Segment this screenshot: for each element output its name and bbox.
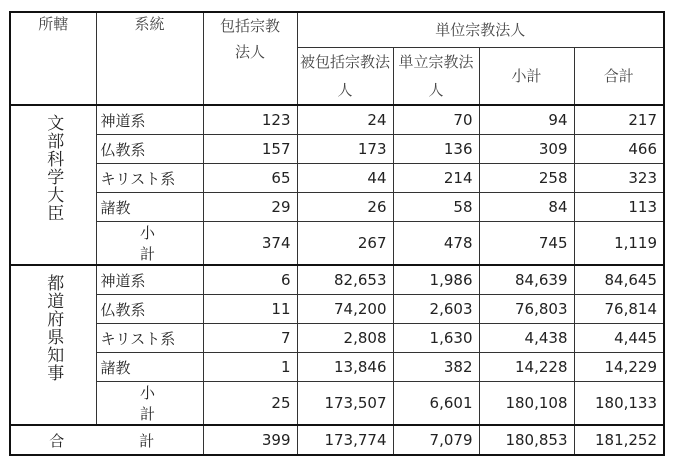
table-row-subtotal xyxy=(10,382,664,426)
lineage-cell: キリスト系 xyxy=(96,324,203,353)
comprehended-cell: 2,808 xyxy=(297,324,393,353)
independent-cell: 6,601 xyxy=(393,382,479,426)
comprehended-cell: 173,507 xyxy=(297,382,393,426)
header-lineage: 系統 xyxy=(96,12,203,105)
comprehensive-cell: 11 xyxy=(203,295,297,324)
lineage-cell: 仏教系 xyxy=(96,295,203,324)
total-cell: 76,814 xyxy=(574,295,664,324)
subtotal-cell: 309 xyxy=(479,135,574,164)
header-comprehended-text: 被包括宗教法人 xyxy=(300,53,391,99)
independent-cell: 58 xyxy=(393,193,479,222)
total-cell: 217 xyxy=(574,105,664,135)
independent-cell: 478 xyxy=(393,222,479,266)
total-cell: 180,133 xyxy=(574,382,664,426)
subtotal-label: 小 計 xyxy=(96,222,203,266)
subtotal-cell: 180,853 xyxy=(479,425,574,455)
comprehensive-cell: 157 xyxy=(203,135,297,164)
total-cell: 181,252 xyxy=(574,425,664,455)
comprehensive-cell: 399 xyxy=(203,425,297,455)
header-unit-group: 単位宗教法人 xyxy=(297,12,664,48)
table-row xyxy=(10,135,664,164)
table-row xyxy=(10,105,664,135)
lineage-cell: 神道系 xyxy=(96,265,203,295)
lineage-cell: 諸教 xyxy=(96,353,203,382)
header-comprehended xyxy=(297,48,393,106)
independent-cell: 382 xyxy=(393,353,479,382)
table-row xyxy=(10,193,664,222)
subtotal-cell: 94 xyxy=(479,105,574,135)
comprehensive-cell: 7 xyxy=(203,324,297,353)
independent-cell: 70 xyxy=(393,105,479,135)
subtotal-label: 小 計 xyxy=(96,382,203,426)
comprehended-cell: 26 xyxy=(297,193,393,222)
table-row xyxy=(10,164,664,193)
total-cell: 466 xyxy=(574,135,664,164)
comprehended-cell: 173,774 xyxy=(297,425,393,455)
grand-total-label: 合 計 xyxy=(10,425,203,455)
header-independent xyxy=(393,48,479,106)
group-label: 都道府県知事 xyxy=(43,274,64,382)
independent-cell: 136 xyxy=(393,135,479,164)
comprehended-cell: 82,653 xyxy=(297,265,393,295)
table-row-grand-total xyxy=(10,425,664,455)
independent-cell: 214 xyxy=(393,164,479,193)
subtotal-cell: 14,228 xyxy=(479,353,574,382)
subtotal-cell: 76,803 xyxy=(479,295,574,324)
group-label-cell xyxy=(10,265,96,425)
table-row-subtotal xyxy=(10,222,664,266)
independent-cell: 7,079 xyxy=(393,425,479,455)
lineage-cell: 諸教 xyxy=(96,193,203,222)
subtotal-cell: 84,639 xyxy=(479,265,574,295)
comprehended-cell: 13,846 xyxy=(297,353,393,382)
total-cell: 113 xyxy=(574,193,664,222)
header-independent-text: 単立宗教法人 xyxy=(398,53,474,99)
group-label-cell xyxy=(10,105,96,265)
comprehensive-cell: 6 xyxy=(203,265,297,295)
comprehended-cell: 267 xyxy=(297,222,393,266)
lineage-cell: 仏教系 xyxy=(96,135,203,164)
lineage-cell: キリスト系 xyxy=(96,164,203,193)
table-row xyxy=(10,295,664,324)
header-subtotal: 小計 xyxy=(479,48,574,106)
total-cell: 323 xyxy=(574,164,664,193)
subtotal-cell: 258 xyxy=(479,164,574,193)
lineage-cell: 神道系 xyxy=(96,105,203,135)
subtotal-cell: 180,108 xyxy=(479,382,574,426)
comprehensive-cell: 1 xyxy=(203,353,297,382)
comprehended-cell: 44 xyxy=(297,164,393,193)
total-cell: 14,229 xyxy=(574,353,664,382)
comprehended-cell: 24 xyxy=(297,105,393,135)
independent-cell: 2,603 xyxy=(393,295,479,324)
group-label: 文部科学大臣 xyxy=(43,114,64,222)
subtotal-cell: 745 xyxy=(479,222,574,266)
comprehended-cell: 74,200 xyxy=(297,295,393,324)
subtotal-cell: 4,438 xyxy=(479,324,574,353)
comprehensive-cell: 65 xyxy=(203,164,297,193)
header-jurisdiction: 所轄 xyxy=(10,12,96,105)
independent-cell: 1,986 xyxy=(393,265,479,295)
comprehended-cell: 173 xyxy=(297,135,393,164)
header-comprehensive-text: 包括宗教法人 xyxy=(219,17,280,61)
total-cell: 1,119 xyxy=(574,222,664,266)
total-cell: 4,445 xyxy=(574,324,664,353)
comprehensive-cell: 25 xyxy=(203,382,297,426)
comprehensive-cell: 29 xyxy=(203,193,297,222)
subtotal-cell: 84 xyxy=(479,193,574,222)
table-row xyxy=(10,265,664,295)
comprehensive-cell: 123 xyxy=(203,105,297,135)
table-row xyxy=(10,353,664,382)
table-row xyxy=(10,324,664,353)
independent-cell: 1,630 xyxy=(393,324,479,353)
total-cell: 84,645 xyxy=(574,265,664,295)
religious-corporations-table xyxy=(9,11,665,456)
header-comprehensive xyxy=(203,12,297,105)
header-total: 合計 xyxy=(574,48,664,106)
comprehensive-cell: 374 xyxy=(203,222,297,266)
